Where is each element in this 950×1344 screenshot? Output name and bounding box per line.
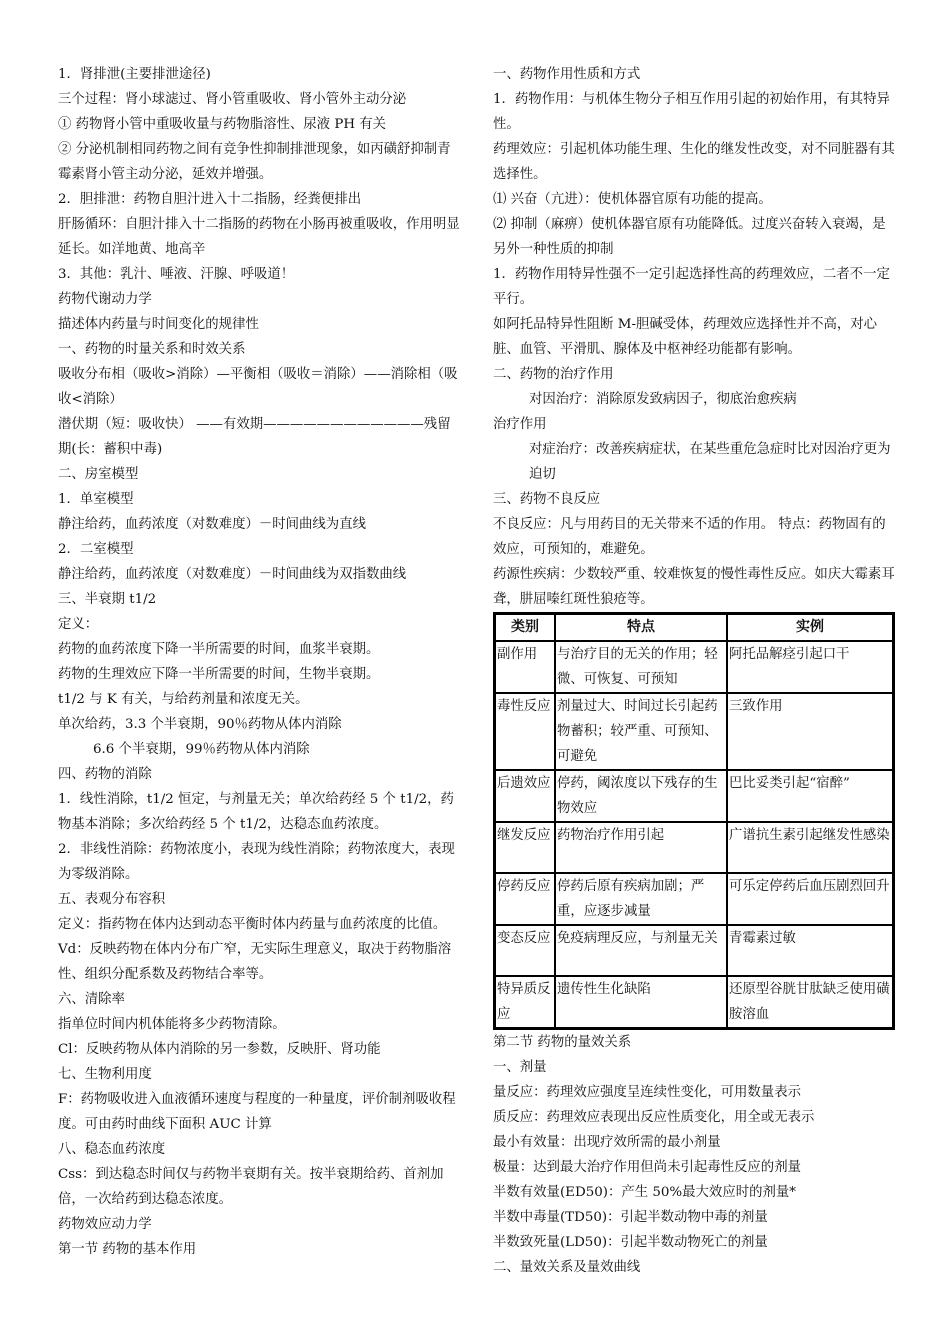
text-line: 半数致死量(LD50)：引起半数动物死亡的剂量 [493,1235,768,1250]
text-line: 定义： [58,617,99,632]
section-heading: 八、稳态血药浓度 [58,1142,166,1157]
text-line: 1．线性消除，t1/2 恒定，与剂量无关；单次给药经 5 个 t1/2，药物基本消除；多次给药经 5 个 t1/2，达稳态血药浓度。 [58,792,454,832]
section-heading: 六、清除率 [58,992,125,1007]
text-line: 1．药物作用：与机体生物分子相互作用引起的初始作用，有其特异性。 [493,92,890,132]
table-header-cell: 特点 [555,614,727,641]
table-cell: 免疫病理反应，与剂量无关 [555,925,727,976]
right-column [493,62,895,1280]
section-heading: 七、生物利用度 [58,1067,152,1082]
text-line: 描述体内药量与时间变化的规律性 [58,317,259,332]
text-line: 潜伏期（短：吸收快） ——有效期————————————残留期(长：蓄积中毒) [58,417,451,457]
table-row [495,976,893,1028]
section-heading: 二、房室模型 [58,467,139,482]
text-line: 不良反应：凡与用药目的无关带来不适的作用。 特点：药物固有的效应，可预知的，难避免。 [493,517,886,557]
table-row [495,641,893,693]
table-cell: 继发反应 [495,822,555,873]
text-line: t1/2 与 K 有关，与给药剂量和浓度无关。 [58,692,309,707]
text-line: 单次给药，3.3 个半衰期，90％药物从体内消除 [58,717,342,732]
section-heading: 二、药物的治疗作用 [493,367,614,382]
table-cell: 青霉素过敏 [727,925,893,976]
table-row [495,873,893,925]
section-heading: 一、剂量 [493,1060,547,1075]
table-header-cell: 类别 [495,614,555,641]
text-line: 药理效应：引起机体功能生理、生化的继发性改变，对不同脏器有其选择性。 [493,142,895,182]
table-cell: 停药后原有疾病加剧；严重，应逐步减量 [555,873,727,925]
table-cell: 停药，阈浓度以下残存的生物效应 [555,770,727,822]
text-line: 药源性疾病：少数较严重、较难恢复的慢性毒性反应。如庆大霉素耳聋，肼屈嗪红斑性狼疮等。 [493,567,895,607]
text-line: Vd：反映药物在体内分布广窄，无实际生理意义，取决于药物脂溶性、组织分配系数及药物结合率等。 [58,942,452,982]
section-heading: 3．其他：乳汁、唾液、汗腺、呼吸道！ [58,267,295,282]
text-line: 极量：达到最大治疗作用但尚未引起毒性反应的剂量 [493,1160,801,1175]
text-line: ⑵ 抑制（麻痹）使机体器官原有功能降低。过度兴奋转入衰竭，是另外一种性质的抑制 [493,217,886,257]
table-cell: 后遗效应 [495,770,555,822]
text-line: Css：到达稳态时间仅与药物半衰期有关。按半衰期给药、首剂加倍，一次给药到达稳态浓度。 [58,1167,444,1207]
table-cell: 特异质反应 [495,976,555,1028]
table-cell: 药物治疗作用引起 [555,822,727,873]
table-cell: 遗传性生化缺陷 [555,976,727,1028]
text-line: 吸收分布相（吸收>消除）—平衡相（吸收＝消除）——消除相（吸收<消除） [58,367,458,407]
text-line: ⑴ 兴奋（亢进）：使机体器官原有功能的提高。 [493,192,772,207]
text-line: 量反应：药理效应强度呈连续性变化，可用数量表示 [493,1085,801,1100]
table-cell: 巴比妥类引起“宿醉” [727,770,893,822]
section-heading: 四、药物的消除 [58,767,152,782]
text-line: F：药物吸收进入血液循环速度与程度的一种量度，评价制剂吸收程度。可由药时曲线下面积 AUC 计算 [58,1092,456,1132]
text-line: 对症治疗：改善疾病症状，在某些重危急症时比对因治疗更为迫切 [529,442,891,482]
section-heading: 二、量效关系及量效曲线 [493,1260,641,1275]
text-line: 治疗作用 [493,417,547,432]
table-cell: 与治疗目的无关的作用；轻微、可恢复、可预知 [555,641,727,693]
table-cell: 停药反应 [495,873,555,925]
table-cell: 阿托品解痉引起口干 [727,641,893,693]
section-heading: 三、药物不良反应 [493,492,601,507]
text-line: 药物的血药浓度下降一半所需要的时间，血浆半衰期。 [58,642,380,657]
table-cell: 变态反应 [495,925,555,976]
section-title: 第一节 药物的基本作用 [58,1242,197,1257]
subsection-heading: 2．二室模型 [58,542,134,557]
adverse-reaction-table [493,612,895,1030]
text-line: 静注给药，血药浓度（对数难度）－时间曲线为双指数曲线 [58,567,407,582]
chapter-title: 药物效应动力学 [58,1217,152,1232]
text-line: 如阿托品特异性阻断 M-胆碱受体，药理效应选择性并不高，对心脏、血管、平滑肌、腺体及中枢神经功能都有影响。 [493,317,878,357]
section-heading: 1．肾排泄(主要排泄途径) [58,67,211,82]
table-cell: 可乐定停药后血压剧烈回升 [727,873,893,925]
text-line: 半数有效量(ED50)：产生 50%最大效应时的剂量* [493,1185,796,1200]
text-line: 三个过程：肾小球滤过、肾小管重吸收、肾小管外主动分泌 [58,92,407,107]
chapter-title: 药物代谢动力学 [58,292,152,307]
table-cell: 广谱抗生素引起继发性感染 [727,822,893,873]
section-heading: 五、表观分布容积 [58,892,166,907]
subsection-heading: 1．单室模型 [58,492,134,507]
table-header-row [495,614,893,641]
section-heading: 2．胆排泄：药物自胆汁进入十二指肠，经粪便排出 [58,192,362,207]
section-heading: 一、药物作用性质和方式 [493,67,641,82]
text-line: 对因治疗：消除原发致病因子，彻底治愈疾病 [529,392,797,407]
table-cell: 副作用 [495,641,555,693]
left-column [58,62,460,1262]
text-line: Cl：反映药物从体内消除的另一参数，反映肝、肾功能 [58,1042,381,1057]
text-line: 1．药物作用特异性强不一定引起选择性高的药理效应，二者不一定平行。 [493,267,890,307]
section-heading: 一、药物的时量关系和时效关系 [58,342,246,357]
text-line: 静注给药，血药浓度（对数难度）－时间曲线为直线 [58,517,366,532]
text-line: 指单位时间内机体能将多少药物清除。 [58,1017,286,1032]
table-header-cell: 实例 [727,614,893,641]
text-line: 质反应：药理效应表现出反应性质变化，用全或无表示 [493,1110,815,1125]
table-row [495,770,893,822]
text-line: 肝肠循环：自胆汁排入十二指肠的药物在小肠再被重吸收，作用明显延长。如洋地黄、地高辛 [58,217,460,257]
table-row [495,693,893,770]
text-line: 最小有效量：出现疗效所需的最小剂量 [493,1135,721,1150]
section-heading: 三、半衰期 t1/2 [58,592,157,607]
section-title: 第二节 药物的量效关系 [493,1035,632,1050]
table-cell: 还原型谷胱甘肽缺乏使用磺胺溶血 [727,976,893,1028]
text-line: 定义：指药物在体内达到动态平衡时体内药量与血药浓度的比值。 [58,917,447,932]
text-line: 半数中毒量(TD50)：引起半数动物中毒的剂量 [493,1210,768,1225]
text-line: 6.6 个半衰期，99％药物从体内消除 [93,742,310,757]
table-cell: 剂量过大、时间过长引起药物蓄积；较严重、可预知、可避免 [555,693,727,770]
text-line: 2．非线性消除：药物浓度小，表现为线性消除；药物浓度大，表现为零级消除。 [58,842,455,882]
table-row [495,822,893,873]
text-line: ② 分泌机制相同药物之间有竞争性抑制排泄现象，如丙磺舒抑制青霉素肾小管主动分泌，延效并增强。 [58,142,451,182]
text-line: 药物的生理效应下降一半所需要的时间，生物半衰期。 [58,667,380,682]
text-line: ① 药物肾小管中重吸收量与药物脂溶性、尿液 PH 有关 [58,117,387,132]
table-row [495,925,893,976]
table-cell: 三致作用 [727,693,893,770]
table-cell: 毒性反应 [495,693,555,770]
